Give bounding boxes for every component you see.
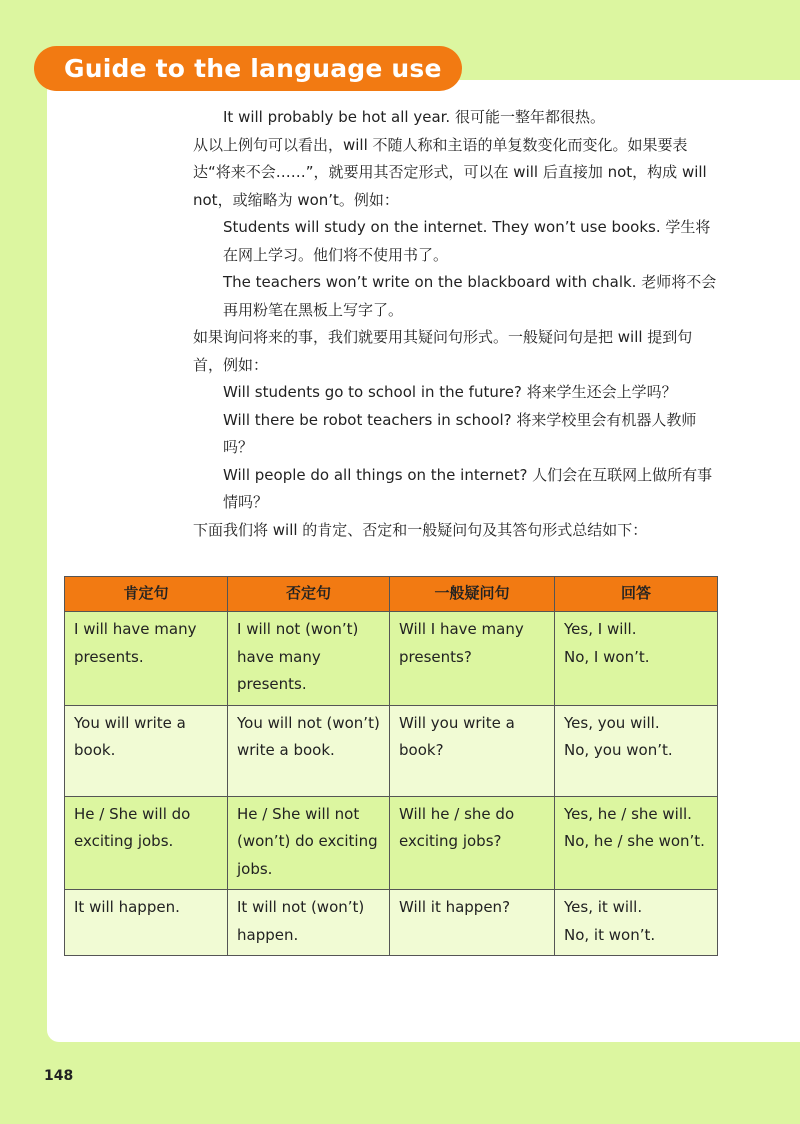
column-header-answer: 回答 [555,577,718,612]
cell-negative: He / She will not (won’t) do exciting jobs. [228,796,390,890]
cell-affirmative: You will write a book. [65,705,228,796]
example-sentence: Students will study on the internet. They won’t use books. 学生将在网上学习。他们将不使用书了。 [223,218,711,264]
cell-negative: It will not (won’t) happen. [228,890,390,956]
answer-yes: Yes, it will. [564,898,643,916]
cell-answer [555,705,718,796]
cell-question: Will it happen? [390,890,555,956]
answer-yes: Yes, you will. [564,713,660,732]
cell-negative: I will not (won’t) have many presents. [228,612,390,706]
column-header-affirmative: 肯定句 [65,577,228,612]
example-sentence: Will there be robot teachers in school? 将来学校里会有机器人教师吗？ [223,410,697,456]
cell-answer [555,612,718,706]
explanation-paragraph: 下面我们将 will 的肯定、否定和一般疑问句及其答句形式总结如下： [193,520,648,539]
explanation-paragraph: 从以上例句可以看出，will 不随人称和主语的单复数变化而变化。如果要表达“将来不会……”，就要用其否定形式，可以在 will 后直接加 not，构成 will not，或缩略为 won’t。例如： [193,135,707,209]
column-header-negative: 否定句 [228,577,390,612]
cell-affirmative: It will happen. [65,890,228,956]
cell-answer [555,890,718,956]
cell-answer [555,796,718,890]
cell-affirmative: He / She will do exciting jobs. [65,796,228,890]
answer-no: No, you won’t. [564,741,673,759]
page-number: 148 [44,1068,74,1084]
table-row [65,612,718,706]
cell-affirmative: I will have many presents. [65,612,228,706]
answer-no: No, it won’t. [564,925,656,944]
column-header-question: 一般疑问句 [390,577,555,612]
example-sentence: The teachers won’t write on the blackboard with chalk. 老师将不会再用粉笔在黑板上写字了。 [223,273,717,319]
explanation-paragraph: 如果询问将来的事，我们就要用其疑问句形式。一般疑问句是把 will 提到句首，例如： [193,328,693,374]
section-title: Guide to the language use [34,46,462,91]
answer-yes: Yes, he / she will. [564,804,692,823]
answer-yes: Yes, I will. [564,620,637,638]
example-sentence: Will people do all things on the internet? 人们会在互联网上做所有事情吗？ [223,465,713,511]
explanation-text [193,104,718,544]
example-sentence: It will probably be hot all year. 很可能一整年都很热。 [223,108,605,126]
table-row [65,796,718,890]
cell-question: Will you write a book? [390,705,555,796]
table-row [65,705,718,796]
table-header-row [65,577,718,612]
cell-negative: You will not (won’t) write a book. [228,705,390,796]
table-row [65,890,718,956]
cell-question: Will I have many presents? [390,612,555,706]
answer-no: No, he / she won’t. [564,832,705,850]
will-summary-table [64,576,718,956]
cell-question: Will he / she do exciting jobs? [390,796,555,890]
example-sentence: Will students go to school in the future? 将来学生还会上学吗？ [223,383,677,401]
answer-no: No, I won’t. [564,647,650,666]
